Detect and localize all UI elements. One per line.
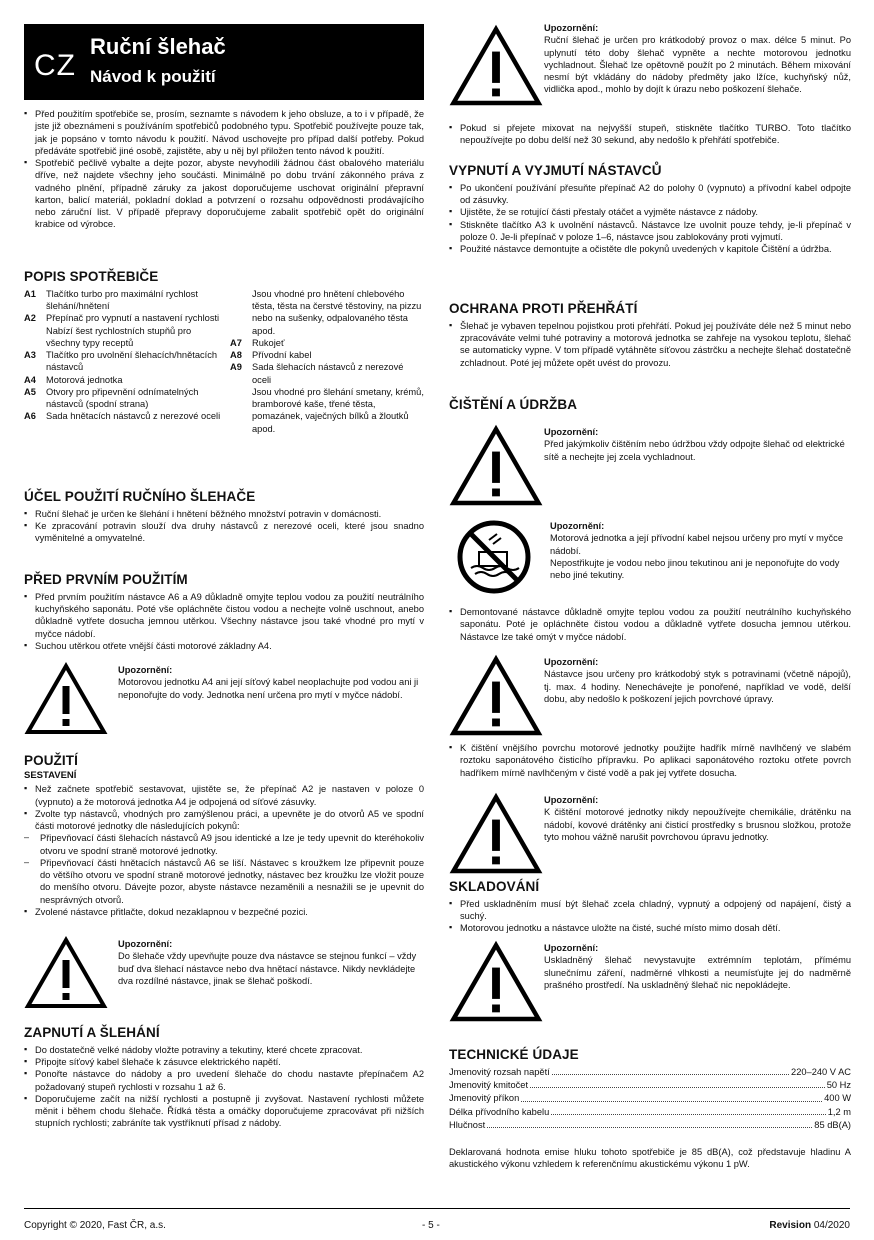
warning-box	[24, 662, 424, 742]
warning-text: Motorová jednotka a její přívodní kabel nejsou určeny pro mytí v myčce nádobí.	[550, 533, 843, 556]
warning-triangle-icon	[449, 424, 543, 506]
description-item: A7 Rukojeť	[230, 337, 285, 348]
warning-title: Upozornění:	[118, 665, 173, 675]
list-item: ▪ Než začnete spotřebič sestavovat, ujistěte se, že přepínač A2 je nastaven v poloze 0 (vypnuto) a že motorová jednotka A4 je odpojená od síťové zásuvky.	[24, 783, 424, 808]
list-item: – Připevňovací části šlehacích nástavců A9 jsou identické a lze je tedy upevnit do kteréhokoliv otvoru ve spodní straně motorové jednotky.	[24, 832, 424, 857]
section-heading: ZAPNUTÍ A ŠLEHÁNÍ	[24, 1025, 160, 1040]
description-item: A4 Motorová jednotka	[24, 374, 123, 385]
warning-title: Upozornění:	[544, 427, 599, 437]
copyright: Copyright © 2020, Fast ČR, a.s.	[24, 1220, 166, 1231]
description-item: A9 Sada šlehacích nástavců z nerezové oceli	[230, 362, 404, 385]
list-item: ▪ Použité nástavce demontujte a očistěte dle pokynů uvedených v kapitole Čištění a údržba.	[449, 243, 851, 255]
warning-text: Do šlehače vždy upevňujte pouze dva nástavce se stejnou funkcí – vždy buď dva šlehací nástavce nebo dva hnětací nástavce. Nikdy nevkládejte dva rozdílné nástavce, jinak se šlehač poškodí.	[118, 951, 417, 986]
list-item: – Připevňovací části hnětacích nástavců A6 se liší. Nástavec s kroužkem lze připevnit pouze do většího otvoru ve spodní straně motorové jednotky, nástavec bez kroužku lze vložit pouze do menšího otvoru. Dávejte pozor, abyste nástavce nezaměnili a nesnažili se je upevnit do nesprávných otvorů.	[24, 857, 424, 906]
warning-title: Upozornění:	[544, 943, 599, 953]
warning-title: Upozornění:	[544, 795, 599, 805]
turbo-note	[449, 122, 851, 147]
first-use-section	[24, 571, 424, 652]
list-item: ▪ K čištění vnějšího povrchu motorové jednotky použijte hadřík mírně navlhčený ve slabém roztoku saponátového čisticího přípravku. Po aplikaci saponátového roztoku otřete povrch hadříkem mírně navlhčeným v čisté vodě a pak jej vytřete dosucha.	[449, 742, 851, 779]
switch-off-section	[449, 162, 851, 255]
cleaning-section	[449, 396, 851, 416]
usage-section	[24, 752, 424, 918]
warning-box	[449, 20, 851, 120]
tech-row: Délka přívodního kabelu 1,2 m	[449, 1106, 851, 1117]
warning-box	[449, 940, 851, 1030]
section-heading: ČIŠTĚNÍ A ÚDRŽBA	[449, 397, 578, 412]
warning-triangle-icon	[24, 662, 108, 734]
list-item: ▪ Stiskněte tlačítko A3 k uvolnění nástavců. Nástavce lze uvolnit pouze tehdy, je-li přepínač v poloze 0. Je-li přepínač v poloze 1–6, nástavce jsou zablokovány proti vyjmutí.	[449, 219, 851, 244]
description-section	[24, 268, 424, 435]
warning-triangle-icon	[449, 940, 543, 1022]
page-header	[24, 24, 424, 100]
page-number: - 5 -	[422, 1220, 440, 1231]
section-heading: SKLADOVÁNÍ	[449, 879, 540, 894]
description-item: Jsou vhodné pro šlehání smetany, krémů, bramborové kaše, třené těsta, pomazánek, vaječných bílků a žloutků apod.	[252, 386, 424, 434]
start-section	[24, 1024, 424, 1130]
list-item: ▪ Před prvním použitím nástavce A6 a A9 důkladně omyjte teplou vodou za použití neutrálního kuchyňského saponátu. Poté vše opláchněte čistou vodou a nechejte volně uschnout, anebo důkladně vytřete dosucha jemnou utěrkou. Všechny nástavce jsou také vhodné pro mytí v myčce nádobí.	[24, 591, 424, 640]
section-heading: ÚČEL POUŽITÍ RUČNÍHO ŠLEHAČE	[24, 489, 256, 504]
section-heading: VYPNUTÍ A VYJMUTÍ NÁSTAVCŮ	[449, 163, 662, 178]
description-item: A8 Přívodní kabel	[230, 350, 312, 361]
list-item: ▪ Suchou utěrkou otřete vnější části motorové základny A4.	[24, 640, 424, 652]
warning-title: Upozornění:	[544, 23, 599, 33]
warning-title: Upozornění:	[550, 521, 605, 531]
warning-triangle-icon	[449, 24, 543, 106]
description-item: A5 Otvory pro připevnění odnímatelných nástavců (spodní strana)	[24, 386, 199, 410]
list-item: ▪ Ujistěte, že se rotující části přestaly otáčet a vyjměte nástavce z nádoby.	[449, 206, 851, 218]
description-item: Jsou vhodné pro hnětení chlebového těsta, těsta na čerstvé těstoviny, na pizzu nebo na sušenky, odpalovaného těsta apod.	[252, 288, 422, 336]
page-footer	[24, 1208, 850, 1231]
overheat-section	[449, 300, 851, 369]
list-item: ▪ Šlehač je vybaven tepelnou pojistkou proti přehřátí. Pokud jej používáte déle než 5 minut nebo zpracováváte velmi tuhé potraviny a motorová jednotka se zahřeje na vysokou teplotu, šlehač se automaticky vypne. V tom případě vytáhněte síťovou zástrčku a nechejte šlehač dostatečně zchladnout. Poté jej můžete opět uvést do provozu.	[449, 320, 851, 369]
list-item: ▪ Doporučujeme začít na nižší rychlosti a postupně ji zvyšovat. Nastavení rychlosti můžete měnit i během chodu šlehače. Řídká těsta a omáčky doporučujeme zpracovávat při nižších stupních rychlosti; zabráníte tak vystříknutí přísad z nádoby.	[24, 1093, 424, 1130]
page-subtitle: Návod k použití	[90, 67, 216, 86]
description-list-right	[224, 288, 424, 435]
list-item: ▪ Ponořte nástavce do nádoby a pro uvedení šlehače do chodu nastavte přepínačem A2 požadovaný stupeň rychlosti v rozsahu 1 až 6.	[24, 1068, 424, 1093]
warning-title: Upozornění:	[118, 939, 173, 949]
section-heading: TECHNICKÉ ÚDAJE	[449, 1047, 579, 1062]
purpose-section	[24, 488, 424, 545]
description-item: A6 Sada hnětacích nástavců z nerezové oceli	[24, 411, 221, 422]
section-heading: POPIS SPOTŘEBIČE	[24, 269, 159, 284]
warning-text: Uskladněný šlehač nevystavujte extrémním teplotám, přímému slunečnímu záření, nadměrné vlhkosti a neumísťujte jej do nadměrně prašného prostředí. Na uskladněný šlehač nic nepokládejte.	[544, 955, 851, 990]
cleaning-note	[449, 742, 851, 779]
warning-triangle-icon	[449, 792, 543, 874]
warning-box	[449, 792, 851, 876]
list-item: ▪ Připojte síťový kabel šlehače k zásuvce elektrického napětí.	[24, 1056, 424, 1068]
warning-text: Před jakýmkoliv čištěním nebo údržbou vždy odpojte šlehač od elektrické sítě a nechejte jej zcela vychladnout.	[544, 439, 845, 462]
warning-text: Nepostřikujte je vodou nebo jinou tekutinou ani je neponořujte do vody nebo jiné tekutiny.	[550, 557, 840, 581]
warning-text: K čištění motorové jednotky nikdy nepoužívejte chemikálie, drátěnku na nádobí, kovové drátěnky ani čisticí prostředky s brusnou složkou, protože tyto mohou vážně narušit povrchovou úpravu jednotky.	[544, 807, 851, 842]
storage-section	[449, 878, 851, 935]
list-item: ▪ Před uskladněním musí být šlehač zcela chladný, vypnutý a odpojený od napájení, čistý a suchý.	[449, 898, 851, 923]
section-heading: OCHRANA PROTI PŘEHŘÁTÍ	[449, 301, 638, 316]
warning-triangle-icon	[24, 936, 108, 1008]
tech-section	[449, 1046, 851, 1171]
page-title: Ruční šlehač	[90, 34, 226, 59]
description-item: A3 Tlačítko pro uvolnění šlehacích/hnětacích nástavců	[24, 350, 218, 373]
list-item: ▪ Pokud si přejete mixovat na nejvyšší stupeň, stiskněte tlačítko TURBO. Toto tlačítko nepoužívejte po dobu delší než 30 sekund, aby nedošlo k přehřátí spotřebiče.	[449, 122, 851, 147]
list-item: ▪ Po ukončení používání přesuňte přepínač A2 do polohy 0 (vypnuto) a přívodní kabel odpojte od zásuvky.	[449, 182, 851, 207]
warning-text: Ruční šlehač je určen pro krátkodobý provoz o max. délce 5 minut. Po uplynutí této doby šlehač vypněte a nechte motorovou jednotku vychladnout. Šlehač lze opětovně použít po 2 minutách. Během mixování nesmí být vkládány do nádoby předměty jako lžíce, kuchyňský nůž, vidlička apod., mohlo by dojít k úrazu nebo poškození šlehače.	[544, 35, 851, 95]
intro-item: ▪ Spotřebič pečlivě vybalte a dejte pozor, abyste nevyhodili žádnou část obalového materiálu dříve, než najdete všechny jeho součásti. Minimálně po dobu trvání zákonného práva z vadného plnění, případně záruky za jakost doporučujeme uschovat originální přepravní karton, balicí materiál, pokladní doklad a potvrzení o rozsahu odpovědnosti prodávajícího nebo záruční list. V případě přepravy doporučujeme zabalit spotřebič opět do originální krabice od výrobce.	[24, 157, 424, 231]
warning-box	[449, 518, 851, 600]
tech-row: Jmenovitý příkon 400 W	[449, 1093, 851, 1104]
section-heading: PŘED PRVNÍM POUŽITÍM	[24, 572, 188, 587]
warning-triangle-icon	[449, 654, 543, 736]
warning-text: Nástavce jsou určeny pro krátkodobý styk s potravinami (včetně nápojů), tj. max. 4 hodiny. Nenechávejte je ponořené, například ve vodě, delší dobu, aby nedošlo k poškození jejich povrchové úpravy.	[544, 669, 851, 704]
description-item: A1 Tlačítko turbo pro maximální rychlost šlehání/hnětení	[24, 288, 198, 312]
cleaning-note	[449, 606, 851, 643]
list-item: ▪ Zvolené nástavce přitlačte, dokud nezaklapnou v bezpečné pozici.	[24, 906, 424, 918]
description-item: Nabízí šest rychlostních stupňů pro všechny typy receptů	[46, 325, 192, 348]
warning-text: Motorovou jednotku A4 ani její síťový kabel neoplachujte pod vodou ani ji neponořujte do vody. Jednotka není určena pro mytí v myčce nádobí.	[118, 677, 419, 700]
list-item: ▪ Do dostatečně velké nádoby vložte potraviny a tekutiny, které chcete zpracovat.	[24, 1044, 424, 1056]
revision: Revision 04/2020	[769, 1220, 850, 1231]
tech-row: Jmenovitý kmitočet 50 Hz	[449, 1080, 851, 1091]
list-item: ▪ Zvolte typ nástavců, vhodných pro zamýšlenou práci, a upevněte je do otvorů A5 ve spodní části motorové jednotky dle následujících pokynů:	[24, 808, 424, 833]
no-water-immersion-icon	[449, 518, 539, 596]
description-item: A2 Přepínač pro vypnutí a nastavení rychlosti	[24, 313, 220, 324]
warning-box	[24, 936, 424, 1016]
language-code: CZ	[34, 49, 76, 82]
warning-box	[449, 424, 851, 508]
description-list-left	[24, 288, 224, 435]
warning-title: Upozornění:	[544, 657, 599, 667]
warning-box	[449, 654, 851, 738]
intro-item: ▪ Před použitím spotřebiče se, prosím, seznamte s návodem k jeho obsluze, a to i v případě, že jste již obeznámeni s používáním spotřebičů podobného typu. Spotřebič používejte pouze tak, jak je popsáno v tomto návodu k použití. Návod uschovejte pro případ další potřeby. Pokud předáváte spotřebič jiné osobě, zajistěte, aby u něj byl přiložen tento návod k použití.	[24, 108, 424, 157]
section-heading: POUŽITÍ	[24, 753, 78, 768]
subsection-heading: SESTAVENÍ	[24, 769, 77, 781]
noise-note: Deklarovaná hodnota emise hluku tohoto spotřebiče je 85 dB(A), což představuje hladinu A akustického výkonu vzhledem k referenčnímu akustickému výkonu 1 pW.	[449, 1147, 851, 1170]
list-item: ▪ Ke zpracování potravin slouží dva druhy nástavců z nerezové oceli, které jsou snadno vyměnitelné a omyvatelné.	[24, 520, 424, 545]
list-item: ▪ Demontované nástavce důkladně omyjte teplou vodou za použití neutrálního kuchyňského saponátu. Poté je opláchněte čistou vodou a důkladně vytřete dosucha jemnou utěrkou. Nástavce lze také omýt v myčce nádobí.	[449, 606, 851, 643]
tech-row: Hlučnost 85 dB(A)	[449, 1119, 851, 1130]
list-item: ▪ Motorovou jednotku a nástavce uložte na čisté, suché místo mimo dosah dětí.	[449, 922, 851, 934]
tech-row: Jmenovitý rozsah napětí 220–240 V AC	[449, 1066, 851, 1077]
intro-section	[24, 108, 424, 231]
list-item: ▪ Ruční šlehač je určen ke šlehání i hnětení běžného množství potravin v domácnosti.	[24, 508, 424, 520]
